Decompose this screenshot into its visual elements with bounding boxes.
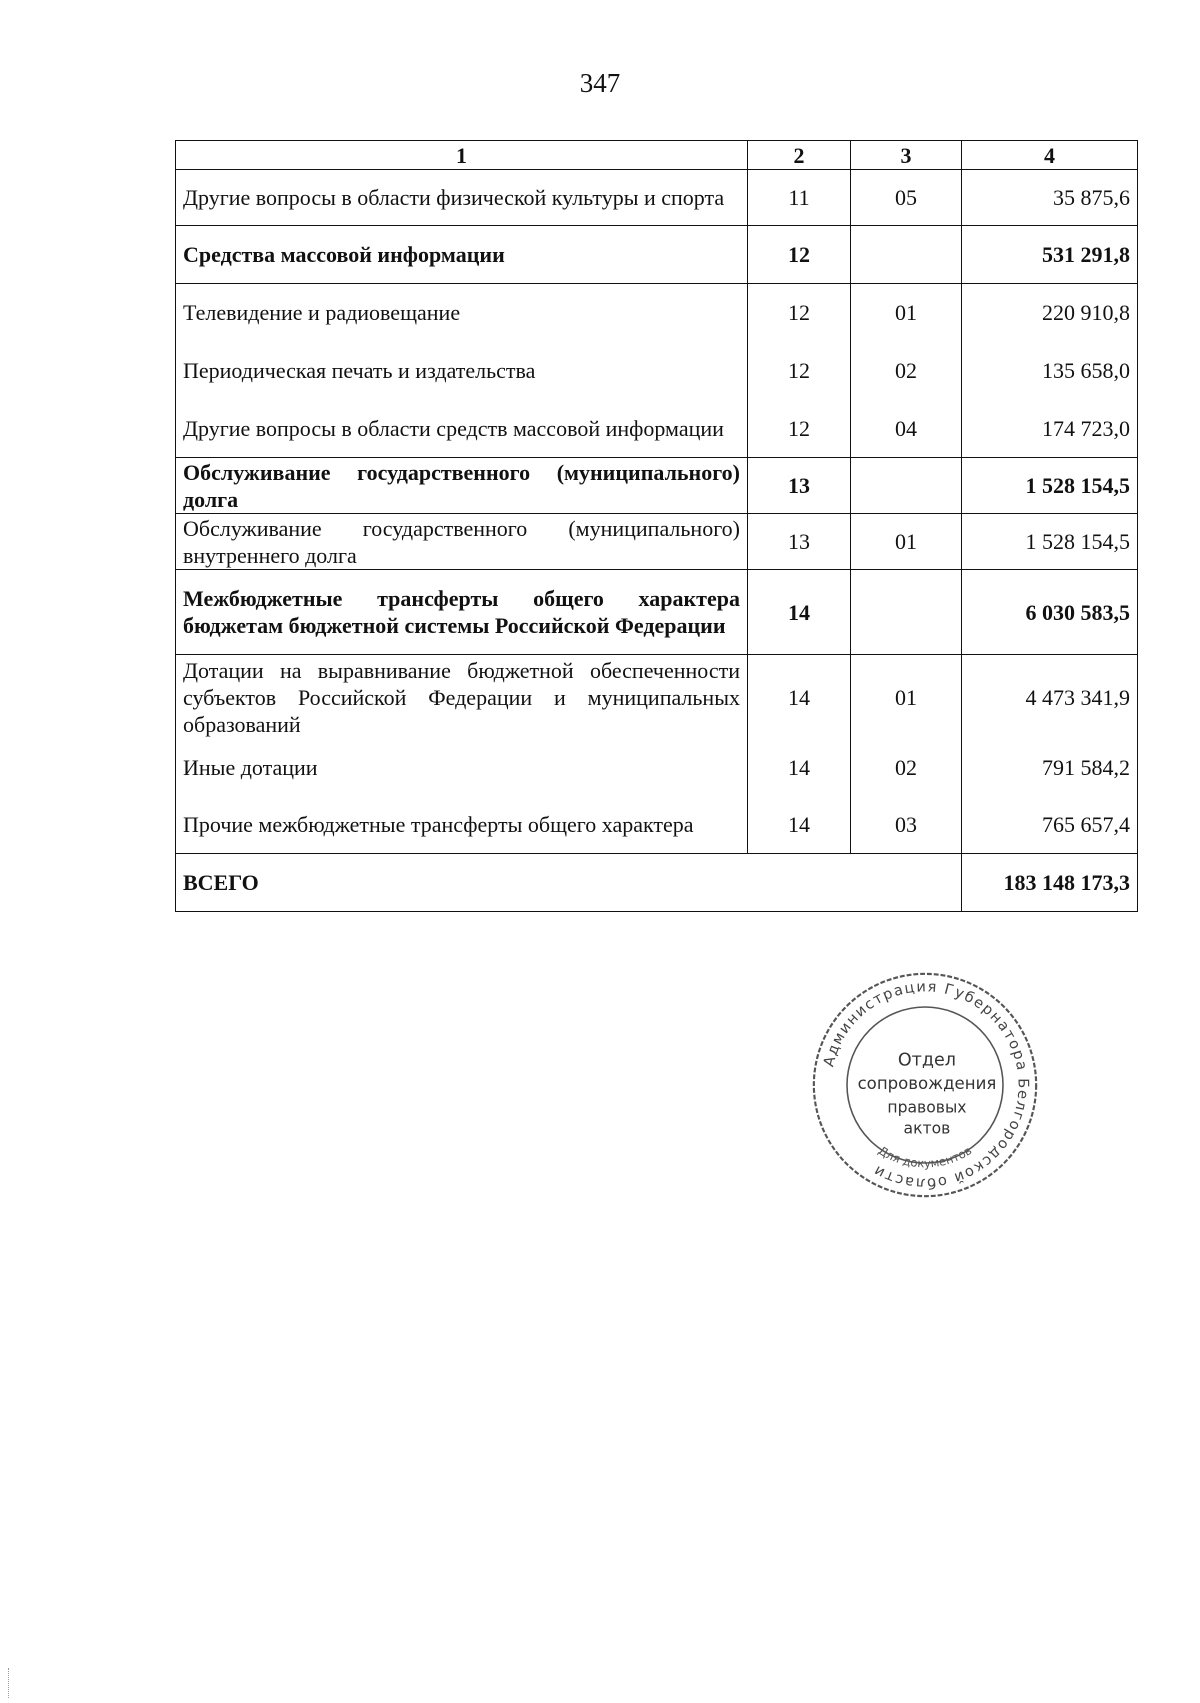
row-section: 14: [748, 655, 851, 740]
row-section: 12: [748, 400, 851, 458]
stamp-bottom-text: Для документов: [875, 1143, 975, 1171]
row-amount: 135 658,0: [962, 342, 1138, 400]
row-section: 12: [748, 342, 851, 400]
row-name: Межбюджетные трансферты общего характера бюджетам бюджетной системы Российской Федерации: [176, 570, 748, 655]
row-amount: 6 030 583,5: [962, 570, 1138, 655]
row-subsection: [851, 226, 962, 284]
row-subsection: 05: [851, 170, 962, 226]
row-amount: 35 875,6: [962, 170, 1138, 226]
row-section: 14: [748, 570, 851, 655]
stamp-seal: [808, 968, 1042, 1202]
table-row: [176, 570, 1138, 655]
row-amount: 1 528 154,5: [962, 458, 1138, 514]
row-amount: 174 723,0: [962, 400, 1138, 458]
table-header-row: [176, 141, 1138, 170]
row-section: 13: [748, 458, 851, 514]
row-amount: 220 910,8: [962, 284, 1138, 342]
page-number: 347: [579, 68, 621, 98]
table-row: [176, 796, 1138, 854]
table-row: [176, 284, 1138, 342]
stamp-line-2: сопровождения: [857, 1073, 997, 1093]
row-amount: 531 291,8: [962, 226, 1138, 284]
table-row: [176, 458, 1138, 514]
row-section: 14: [748, 796, 851, 854]
row-section: 11: [748, 170, 851, 226]
table-total-row: [176, 854, 1138, 912]
row-amount: 791 584,2: [962, 740, 1138, 796]
row-subsection: [851, 458, 962, 514]
budget-table: [175, 140, 1138, 912]
total-label: ВСЕГО: [176, 854, 962, 912]
row-subsection: [851, 570, 962, 655]
svg-text:Для документов: [876, 1143, 975, 1170]
row-name: Дотации на выравнивание бюджетной обеспеченности субъектов Российской Федерации и муниципальных образований: [176, 655, 748, 740]
row-name: Средства массовой информации: [176, 226, 748, 284]
row-subsection: 01: [851, 514, 962, 570]
row-section: 13: [748, 514, 851, 570]
row-name: Обслуживание государственного (муниципального) внутреннего долга: [176, 514, 748, 570]
row-name: Прочие межбюджетные трансферты общего характера: [176, 796, 748, 854]
row-subsection: 02: [851, 342, 962, 400]
row-name: Телевидение и радиовещание: [176, 284, 748, 342]
row-subsection: 01: [851, 284, 962, 342]
stamp-line-3: правовых: [887, 1098, 967, 1117]
row-section: 14: [748, 740, 851, 796]
column-header-2: 2: [748, 141, 851, 170]
official-stamp: [808, 968, 1042, 1202]
table-row: [176, 400, 1138, 458]
table-row: [176, 342, 1138, 400]
table-row: [176, 740, 1138, 796]
total-amount: 183 148 173,3: [962, 854, 1138, 912]
stamp-line-1: Отдел: [897, 1050, 957, 1071]
row-subsection: 02: [851, 740, 962, 796]
row-name: Иные дотации: [176, 740, 748, 796]
stamp-ring-text: Администрация Губернатора Белгородской области: [820, 978, 1032, 1192]
table-row: [176, 514, 1138, 570]
row-name: Периодическая печать и издательства: [176, 342, 748, 400]
row-name: Другие вопросы в области средств массовой информации: [176, 400, 748, 458]
row-section: 12: [748, 284, 851, 342]
stamp-line-4: актов: [903, 1119, 951, 1138]
column-header-3: 3: [851, 141, 962, 170]
table-row: [176, 170, 1138, 226]
margin-mark: [8, 1668, 10, 1698]
column-header-4: 4: [962, 141, 1138, 170]
table-row: [176, 226, 1138, 284]
row-subsection: 03: [851, 796, 962, 854]
row-subsection: 04: [851, 400, 962, 458]
row-amount: 1 528 154,5: [962, 514, 1138, 570]
row-section: 12: [748, 226, 851, 284]
row-name: Обслуживание государственного (муниципального) долга: [176, 458, 748, 514]
row-amount: 765 657,4: [962, 796, 1138, 854]
row-amount: 4 473 341,9: [962, 655, 1138, 740]
row-name: Другие вопросы в области физической культуры и спорта: [176, 170, 748, 226]
table-row: [176, 655, 1138, 740]
column-header-1: 1: [176, 141, 748, 170]
row-subsection: 01: [851, 655, 962, 740]
